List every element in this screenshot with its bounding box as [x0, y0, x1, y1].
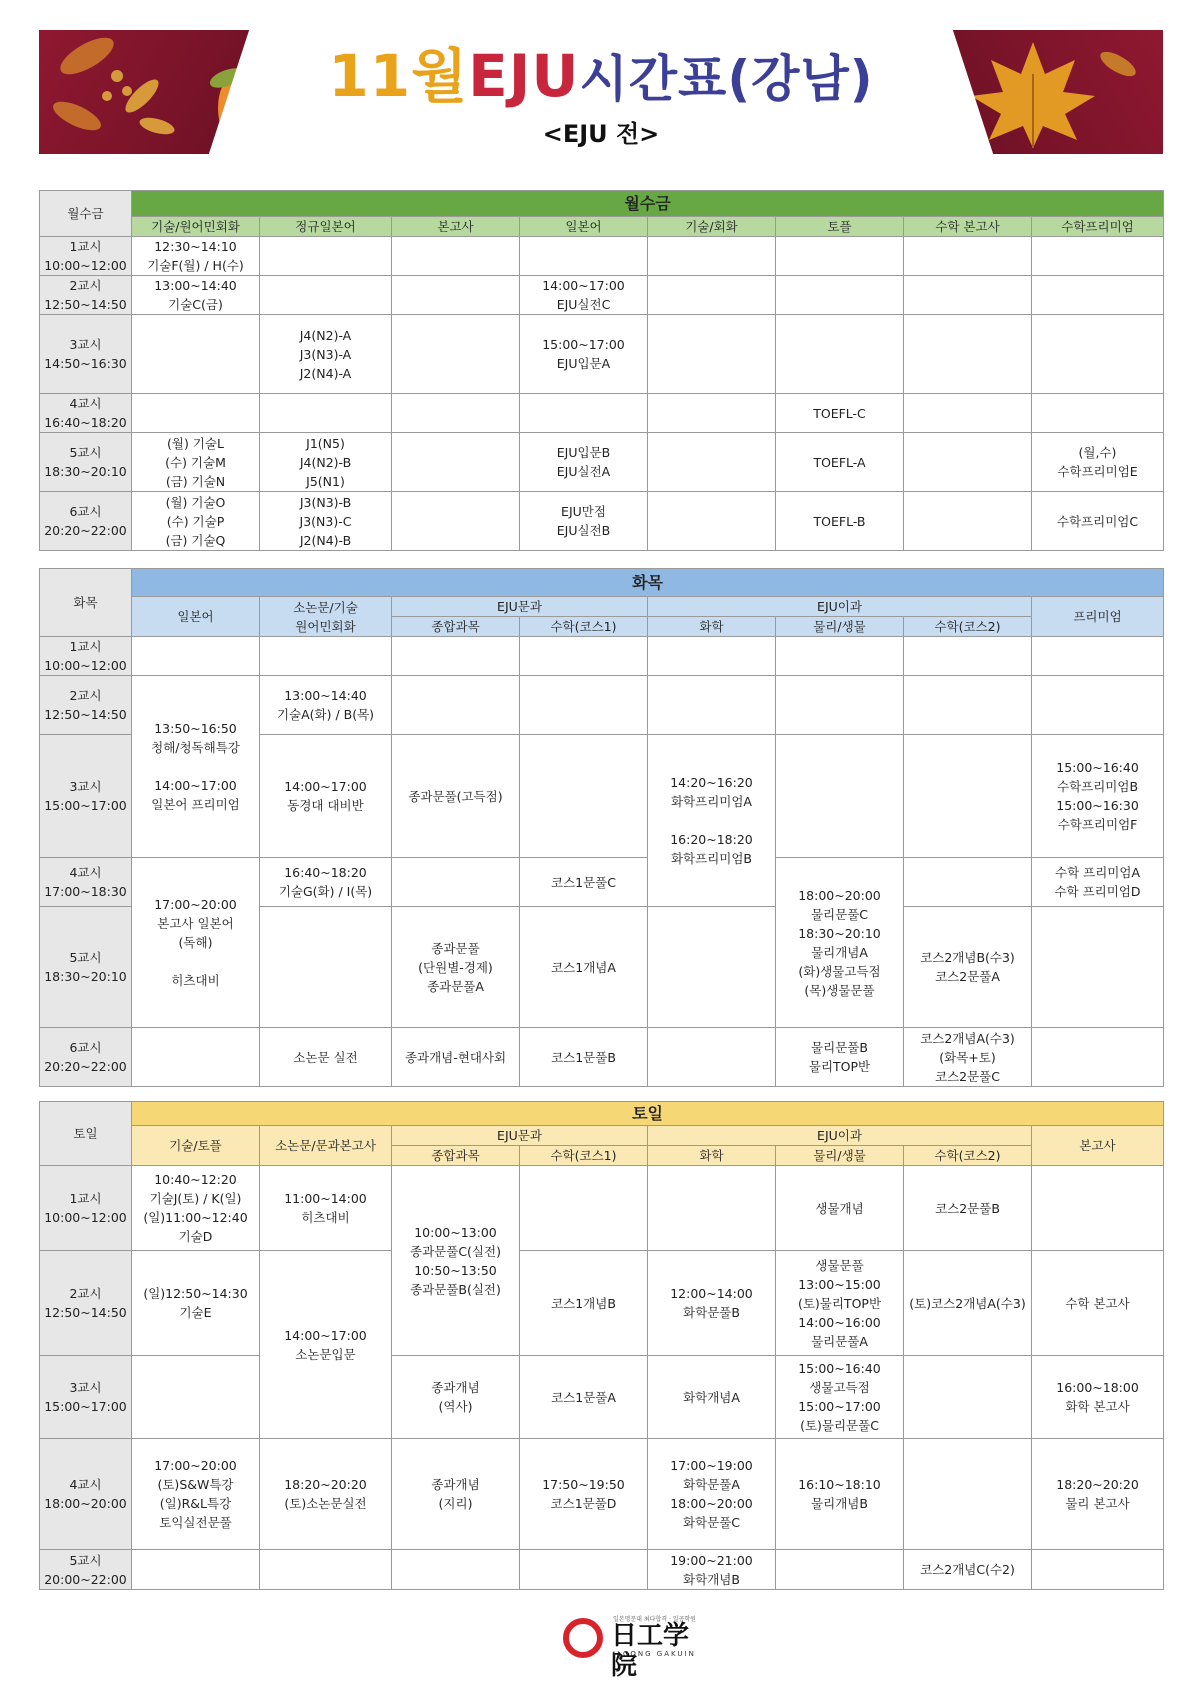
empty-cell [904, 858, 1032, 907]
class-cell: (월,수) 수학프리미엄E [1032, 433, 1164, 492]
period-label: 5교시 20:00~22:00 [40, 1550, 132, 1590]
empty-cell [1032, 394, 1164, 433]
class-cell: 종과개념 (역사) [392, 1356, 520, 1439]
title-month: 11월 [328, 42, 469, 110]
empty-cell [904, 735, 1032, 858]
empty-cell [1032, 676, 1164, 735]
empty-cell [392, 237, 520, 276]
empty-cell [776, 637, 904, 676]
column-header: 수학(코스2) [904, 1146, 1032, 1166]
class-cell: EJU입문B EJU실전A [520, 433, 648, 492]
class-cell: (월) 기술L (수) 기술M (금) 기술N [132, 433, 260, 492]
period-label: 1교시 10:00~12:00 [40, 1166, 132, 1251]
empty-cell [132, 394, 260, 433]
empty-cell [648, 492, 776, 551]
empty-cell [392, 394, 520, 433]
class-cell: 화학개념A [648, 1356, 776, 1439]
class-cell: (월) 기술O (수) 기술P (금) 기술Q [132, 492, 260, 551]
class-cell: 13:00~14:40 기술C(금) [132, 276, 260, 315]
schedule-table-mon-wed-fri [39, 190, 1164, 551]
logo-english: ILGONG GAKUIN [613, 1650, 696, 1658]
empty-cell [648, 1166, 776, 1251]
class-cell: 17:00~20:00 본고사 일본어 (독해) 히츠대비 [132, 858, 260, 1028]
logo-tagline: 일본명문대 최다합격 · 일공학원 [613, 1616, 696, 1623]
column-group-header: EJU문과 [392, 597, 648, 617]
class-cell: 14:00~17:00 소논문입문 [260, 1251, 392, 1439]
banner-title [39, 44, 1163, 111]
class-cell: 18:20~20:20 (토)소논문실전 [260, 1439, 392, 1550]
class-cell: 15:00~17:00 EJU입문A [520, 315, 648, 394]
column-header: 화학 [648, 617, 776, 637]
column-group-header: EJU문과 [392, 1126, 648, 1146]
empty-cell [648, 237, 776, 276]
empty-cell [904, 1356, 1032, 1439]
group-header: 월수금 [132, 191, 1164, 217]
class-cell: TOEFL-B [776, 492, 904, 551]
column-group-header: EJU이과 [648, 597, 1032, 617]
class-cell: 종과개념-현대사회 [392, 1028, 520, 1087]
column-header: 소논문/기술 원어민회화 [260, 597, 392, 637]
empty-cell [520, 637, 648, 676]
column-header: 정규일본어 [260, 217, 392, 237]
period-label: 2교시 12:50~14:50 [40, 276, 132, 315]
empty-cell [132, 637, 260, 676]
empty-cell [392, 676, 520, 735]
empty-cell [392, 433, 520, 492]
empty-cell [260, 394, 392, 433]
column-header: 기술/토플 [132, 1126, 260, 1166]
empty-cell [1032, 1166, 1164, 1251]
class-cell: 물리문풀B 물리TOP반 [776, 1028, 904, 1087]
empty-cell [520, 1550, 648, 1590]
period-label: 4교시 18:00~20:00 [40, 1439, 132, 1550]
class-cell: 코스1문풀B [520, 1028, 648, 1087]
empty-cell [260, 907, 392, 1028]
empty-cell [392, 492, 520, 551]
class-cell: 코스2개념A(수3) (화목+토) 코스2문풀C [904, 1028, 1032, 1087]
empty-cell [904, 492, 1032, 551]
empty-cell [520, 735, 648, 858]
empty-cell [776, 276, 904, 315]
empty-cell [776, 1550, 904, 1590]
title-rest: 시간표(강남) [579, 50, 874, 108]
class-cell: 12:00~14:00 화학문풀B [648, 1251, 776, 1356]
empty-cell [904, 433, 1032, 492]
empty-cell [648, 676, 776, 735]
logo-ring-icon [563, 1618, 603, 1658]
column-header: 기술/원어민회화 [132, 217, 260, 237]
class-cell: 수학프리미엄C [1032, 492, 1164, 551]
class-cell: 코스1문풀A [520, 1356, 648, 1439]
column-header: 토플 [776, 217, 904, 237]
empty-cell [776, 315, 904, 394]
empty-cell [260, 637, 392, 676]
class-cell: 18:20~20:20 물리 본고사 [1032, 1439, 1164, 1550]
empty-cell [520, 676, 648, 735]
class-cell: 13:50~16:50 청해/청독해특강 14:00~17:00 일본어 프리미엄 [132, 676, 260, 858]
logo-name: 日工学院 [611, 1621, 690, 1681]
class-cell: 코스1문풀C [520, 858, 648, 907]
period-label: 3교시 15:00~17:00 [40, 1356, 132, 1439]
title-eju: EJU [468, 42, 580, 110]
period-label: 1교시 10:00~12:00 [40, 637, 132, 676]
empty-cell [648, 907, 776, 1028]
class-cell: 10:00~13:00 종과문풀C(실전) 10:50~13:50 종과문풀B(실전) [392, 1166, 520, 1356]
empty-cell [132, 1550, 260, 1590]
empty-cell [392, 637, 520, 676]
class-cell: 종과문풀(고득점) [392, 735, 520, 858]
class-cell: 생물개념 [776, 1166, 904, 1251]
empty-cell [392, 276, 520, 315]
column-header: 수학 본고사 [904, 217, 1032, 237]
empty-cell [1032, 1028, 1164, 1087]
class-cell: 16:00~18:00 화학 본고사 [1032, 1356, 1164, 1439]
class-cell: 11:00~14:00 히츠대비 [260, 1166, 392, 1251]
schedule-table-tue-thu [39, 568, 1164, 1087]
empty-cell [1032, 637, 1164, 676]
empty-cell [1032, 907, 1164, 1028]
column-header: 물리/생물 [776, 1146, 904, 1166]
class-cell: 15:00~16:40 생물고득점 15:00~17:00 (토)물리문풀C [776, 1356, 904, 1439]
column-header: 소논문/문과본고사 [260, 1126, 392, 1166]
class-cell: EJU만점 EJU실전B [520, 492, 648, 551]
empty-cell [648, 637, 776, 676]
empty-cell [648, 276, 776, 315]
class-cell: J1(N5) J4(N2)-B J5(N1) [260, 433, 392, 492]
empty-cell [904, 315, 1032, 394]
column-header: 기술/회화 [648, 217, 776, 237]
class-cell: 코스2개념C(수2) [904, 1550, 1032, 1590]
column-header: 수학(코스1) [520, 617, 648, 637]
column-header: 수학프리미엄 [1032, 217, 1164, 237]
empty-cell [132, 1028, 260, 1087]
column-header: 본고사 [392, 217, 520, 237]
class-cell: 14:00~17:00 동경대 대비반 [260, 735, 392, 858]
empty-cell [776, 237, 904, 276]
ilgong-gakuin-logo [563, 1614, 703, 1681]
period-label: 3교시 15:00~17:00 [40, 735, 132, 858]
period-label: 4교시 17:00~18:30 [40, 858, 132, 907]
schedule-table-sat-sun [39, 1101, 1164, 1590]
empty-cell [132, 315, 260, 394]
empty-cell [904, 1439, 1032, 1550]
column-group-header: EJU이과 [648, 1126, 1032, 1146]
period-label: 2교시 12:50~14:50 [40, 1251, 132, 1356]
empty-cell [648, 433, 776, 492]
column-header: 일본어 [132, 597, 260, 637]
column-header: 종합과목 [392, 1146, 520, 1166]
class-cell: 종과개념 (지리) [392, 1439, 520, 1550]
column-header: 물리/생물 [776, 617, 904, 637]
empty-cell [1032, 315, 1164, 394]
period-label: 1교시 10:00~12:00 [40, 237, 132, 276]
class-cell: 14:20~16:20 화학프리미엄A 16:20~18:20 화학프리미엄B [648, 735, 776, 907]
corner-label: 화목 [40, 569, 132, 637]
empty-cell [904, 676, 1032, 735]
period-label: 3교시 14:50~16:30 [40, 315, 132, 394]
empty-cell [260, 1550, 392, 1590]
class-cell: 소논문 실전 [260, 1028, 392, 1087]
corner-label: 토일 [40, 1102, 132, 1166]
class-cell: 14:00~17:00 EJU실전C [520, 276, 648, 315]
class-cell: 코스1개념B [520, 1251, 648, 1356]
class-cell: 코스2문풀B [904, 1166, 1032, 1251]
class-cell: 15:00~16:40 수학프리미엄B 15:00~16:30 수학프리미엄F [1032, 735, 1164, 858]
class-cell: 18:00~20:00 물리문풀C 18:30~20:10 물리개념A (화)생물고득점 (목)생물문풀 [776, 858, 904, 1028]
group-header: 화목 [132, 569, 1164, 597]
empty-cell [392, 1550, 520, 1590]
class-cell: 12:30~14:10 기술F(월) / H(수) [132, 237, 260, 276]
class-cell: J3(N3)-B J3(N3)-C J2(N4)-B [260, 492, 392, 551]
empty-cell [904, 637, 1032, 676]
empty-cell [776, 735, 904, 858]
class-cell: TOEFL-C [776, 394, 904, 433]
empty-cell [260, 276, 392, 315]
empty-cell [520, 1166, 648, 1251]
empty-cell [904, 394, 1032, 433]
class-cell: J4(N2)-A J3(N3)-A J2(N4)-A [260, 315, 392, 394]
corner-label: 월수금 [40, 191, 132, 237]
empty-cell [1032, 237, 1164, 276]
empty-cell [904, 276, 1032, 315]
empty-cell [776, 676, 904, 735]
period-label: 5교시 18:30~20:10 [40, 433, 132, 492]
empty-cell [132, 1356, 260, 1439]
group-header: 토일 [132, 1102, 1164, 1126]
class-cell: 10:40~12:20 기술J(토) / K(일) (일)11:00~12:40 기술D [132, 1166, 260, 1251]
empty-cell [1032, 276, 1164, 315]
title-banner [39, 30, 1163, 154]
column-header: 본고사 [1032, 1126, 1164, 1166]
class-cell: 수학 본고사 [1032, 1251, 1164, 1356]
column-header: 프리미엄 [1032, 597, 1164, 637]
empty-cell [648, 315, 776, 394]
column-header: 수학(코스1) [520, 1146, 648, 1166]
column-header: 일본어 [520, 217, 648, 237]
class-cell: 17:00~20:00 (토)S&W특강 (일)R&L특강 토익실전문풀 [132, 1439, 260, 1550]
class-cell: 16:40~18:20 기술G(화) / I(목) [260, 858, 392, 907]
class-cell: 13:00~14:40 기술A(화) / B(목) [260, 676, 392, 735]
period-label: 4교시 16:40~18:20 [40, 394, 132, 433]
empty-cell [520, 394, 648, 433]
empty-cell [392, 315, 520, 394]
empty-cell [392, 858, 520, 907]
period-label: 6교시 20:20~22:00 [40, 492, 132, 551]
empty-cell [648, 394, 776, 433]
class-cell: 19:00~21:00 화학개념B [648, 1550, 776, 1590]
class-cell: 수학 프리미엄A 수학 프리미엄D [1032, 858, 1164, 907]
class-cell: 코스2개념B(수3) 코스2문풀A [904, 907, 1032, 1028]
class-cell: 17:00~19:00 화학문풀A 18:00~20:00 화학문풀C [648, 1439, 776, 1550]
class-cell: (일)12:50~14:30 기술E [132, 1251, 260, 1356]
empty-cell [1032, 1550, 1164, 1590]
period-label: 6교시 20:20~22:00 [40, 1028, 132, 1087]
empty-cell [260, 237, 392, 276]
column-header: 화학 [648, 1146, 776, 1166]
banner-subtitle: <EJU 전> [542, 120, 660, 148]
empty-cell [648, 1028, 776, 1087]
class-cell: 생물문풀 13:00~15:00 (토)물리TOP반 14:00~16:00 물리문풀A [776, 1251, 904, 1356]
column-header: 수학(코스2) [904, 617, 1032, 637]
class-cell: (토)코스2개념A(수3) [904, 1251, 1032, 1356]
empty-cell [520, 237, 648, 276]
class-cell: 코스1개념A [520, 907, 648, 1028]
class-cell: 16:10~18:10 물리개념B [776, 1439, 904, 1550]
class-cell: 17:50~19:50 코스1문풀D [520, 1439, 648, 1550]
period-label: 2교시 12:50~14:50 [40, 676, 132, 735]
column-header: 종합과목 [392, 617, 520, 637]
period-label: 5교시 18:30~20:10 [40, 907, 132, 1028]
empty-cell [904, 237, 1032, 276]
class-cell: 종과문풀 (단원별-경제) 종과문풀A [392, 907, 520, 1028]
class-cell: TOEFL-A [776, 433, 904, 492]
